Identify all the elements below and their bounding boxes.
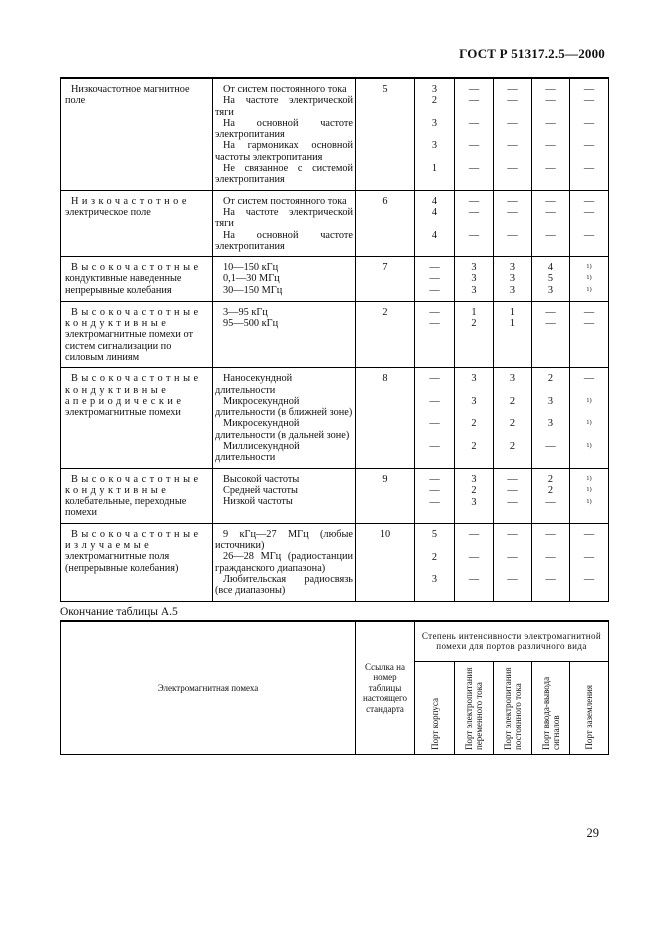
intensity-cell (455, 190, 494, 256)
intensity-value: — (545, 528, 556, 540)
source-text: На основной частоте электропитания (215, 117, 353, 141)
intensity-value: 2 (509, 396, 516, 408)
intensity-value: — (507, 484, 518, 496)
intensity-value: 2 (509, 418, 516, 430)
intensity-value: — (545, 195, 556, 207)
header-phenomenon: Электромагнитная помеха (61, 621, 356, 754)
phenomenon-text: излучаемые (65, 540, 153, 552)
table-row (61, 301, 609, 367)
intensity-value: 3 (471, 273, 477, 285)
intensity-value: — (545, 118, 556, 130)
intensity-value: — (545, 84, 556, 95)
intensity-value: 3 (431, 573, 438, 585)
reference-cell: 6 (356, 190, 415, 256)
intensity-value: — (583, 195, 595, 207)
source-cell (213, 257, 356, 302)
reference-cell: 8 (356, 368, 415, 468)
port-header-label: Порт корпуса (429, 697, 440, 750)
intensity-value: — (583, 163, 595, 175)
intensity-value: 3 (547, 418, 554, 430)
intensity-cell (455, 301, 494, 367)
port-header-cell (570, 661, 609, 754)
intensity-value: — (507, 528, 518, 540)
source-text: От систем постоянного тока (223, 84, 347, 95)
intensity-cell (494, 301, 532, 367)
phenomenon-text: кондуктивные (65, 384, 170, 396)
intensity-value: — (429, 373, 440, 385)
intensity-value: — (545, 551, 556, 563)
phenomenon-cell (61, 368, 213, 468)
source-cell (213, 468, 356, 523)
intensity-value: — (507, 140, 518, 152)
intensity-cell (494, 368, 532, 468)
intensity-value: — (429, 273, 440, 285)
port-header-cell (532, 661, 570, 754)
phenomenon-text: электрическое поле (65, 206, 151, 218)
intensity-value: 3 (509, 262, 516, 274)
intensity-value: 4 (431, 229, 438, 241)
intensity-value: — (507, 496, 518, 508)
source-text: Любительская радиосвязь (все диапазоны) (215, 573, 353, 597)
intensity-value: — (429, 418, 440, 430)
intensity-value: — (545, 441, 556, 453)
intensity-value: — (583, 229, 595, 241)
intensity-value: 3 (471, 473, 477, 485)
intensity-cell (494, 190, 532, 256)
phenomenon-text: Высокочастотные (71, 528, 202, 540)
table-row (61, 257, 609, 302)
intensity-value: 1 (431, 163, 438, 175)
intensity-value: 1 (471, 306, 477, 318)
intensity-value: 1) (586, 419, 592, 427)
intensity-value: 1) (586, 274, 592, 282)
phenomenon-text: Высокочастотные (71, 473, 202, 485)
source-text: 9 кГц—27 МГц (любые источники) (215, 528, 353, 552)
intensity-value: — (468, 528, 480, 540)
intensity-value: — (429, 262, 440, 274)
phenomenon-cell (61, 468, 213, 523)
intensity-value: 2 (509, 441, 516, 453)
source-text: Миллисекундной длительности (215, 441, 300, 464)
intensity-value: 1) (586, 442, 592, 450)
intensity-value: 3 (509, 373, 516, 385)
intensity-cell (532, 301, 570, 367)
intensity-value: 1 (509, 306, 516, 318)
intensity-value: — (507, 118, 518, 130)
phenomenon-text: Высокочастотные (71, 306, 202, 318)
intensity-value: — (583, 140, 595, 152)
intensity-cell (455, 468, 494, 523)
page-header: ГОСТ Р 51317.2.5—2000 (459, 46, 605, 61)
intensity-value: 1) (586, 485, 592, 493)
intensity-value: — (507, 206, 518, 218)
intensity-value: 1) (586, 286, 592, 294)
header-intensity: Степень интенсивности электромагнитной помехи для портов различного вида (415, 621, 609, 661)
port-header-cell (415, 661, 455, 754)
intensity-value: 2 (431, 551, 438, 563)
source-cell (213, 190, 356, 256)
intensity-value: — (583, 373, 595, 385)
intensity-value: — (468, 95, 480, 107)
intensity-value: 3 (471, 262, 477, 274)
intensity-cell (570, 523, 609, 601)
table-row (61, 368, 609, 468)
intensity-value: — (583, 306, 595, 318)
phenomenon-text: Низкочастотное (71, 195, 190, 207)
intensity-cell (415, 368, 455, 468)
phenomenon-cell (61, 78, 213, 190)
source-text: Высокой частоты (223, 473, 300, 485)
phenomenon-cell (61, 301, 213, 367)
header-reference: Ссылка на номер таблицы настоящего стандарта (356, 621, 415, 754)
phenomenon-text: силовым линиям (65, 351, 140, 363)
port-header-label: Порт заземления (584, 684, 594, 750)
phenomenon-cell (61, 257, 213, 302)
port-header-label: Порт ввода-вывода сигналов (540, 676, 561, 750)
table-row (61, 190, 609, 256)
intensity-cell (570, 257, 609, 302)
intensity-value: — (429, 441, 440, 453)
intensity-value: — (507, 551, 518, 563)
intensity-value: — (545, 140, 556, 152)
intensity-value: — (507, 84, 518, 95)
phenomenon-text: апериодические (65, 395, 185, 407)
source-text: Низкой частоты (223, 496, 293, 508)
phenomenon-text: Высокочастотные (71, 373, 202, 385)
intensity-value: — (468, 140, 480, 152)
intensity-value: — (507, 573, 518, 585)
source-text: От систем постоянного тока (223, 195, 347, 207)
intensity-value: 2 (547, 484, 554, 496)
source-text: 10—150 кГц (223, 262, 279, 274)
intensity-value: 2 (471, 484, 477, 496)
intensity-value: — (583, 84, 595, 95)
intensity-cell (570, 190, 609, 256)
intensity-value: — (583, 528, 595, 540)
intensity-value: 3 (547, 396, 554, 408)
intensity-value: — (507, 229, 518, 241)
intensity-value: 2 (471, 418, 477, 430)
intensity-value: 3 (431, 84, 438, 95)
intensity-value: — (429, 496, 440, 508)
source-text: На частоте электрической тяги (215, 206, 353, 230)
intensity-value: — (583, 206, 595, 218)
intensity-value: 3 (471, 496, 477, 508)
source-text: 3—95 кГц (223, 306, 268, 318)
port-header-label: Порт электропитания переменного тока (464, 667, 484, 750)
intensity-cell (532, 468, 570, 523)
phenomenon-cell (61, 190, 213, 256)
intensity-value: — (545, 573, 556, 585)
intensity-value: — (429, 484, 440, 496)
source-text: На гармониках основной частоты электропитания (215, 140, 353, 163)
source-text: На частоте электрической тяги (215, 95, 353, 118)
intensity-value: — (545, 95, 556, 107)
source-text: На основной частоте электропитания (215, 229, 353, 252)
intensity-cell (570, 368, 609, 468)
intensity-value: — (468, 551, 480, 563)
intensity-value: — (429, 306, 440, 318)
port-header-cell (494, 661, 532, 754)
intensity-value: — (545, 496, 556, 508)
intensity-value: 3 (471, 285, 477, 297)
intensity-cell (494, 257, 532, 302)
source-text: 26—28 МГц (радиостанции гражданского диапазона) (215, 551, 353, 574)
phenomenon-text: поле (65, 95, 86, 107)
intensity-value: — (468, 118, 480, 130)
intensity-cell (455, 368, 494, 468)
intensity-value: — (429, 396, 440, 408)
phenomenon-text: кондуктивные наведенные (65, 273, 182, 285)
page-number: 29 (586, 826, 599, 840)
reference-cell: 2 (356, 301, 415, 367)
intensity-cell (570, 468, 609, 523)
intensity-cell (532, 78, 570, 190)
intensity-value: 2 (547, 473, 554, 485)
source-text: Не связанное с системой электропитания (215, 163, 353, 186)
reference-cell: 5 (356, 78, 415, 190)
reference-cell: 9 (356, 468, 415, 523)
intensity-value: — (545, 306, 556, 318)
intensity-value: — (583, 551, 595, 563)
phenomenon-text: систем сигнализации по (65, 340, 172, 352)
intensity-cell (494, 468, 532, 523)
phenomenon-text: помехи (65, 507, 98, 519)
intensity-cell (532, 523, 570, 601)
intensity-value: — (468, 229, 480, 241)
intensity-value: — (507, 195, 518, 207)
phenomenon-text: Низкочастотное магнитное (71, 84, 190, 95)
intensity-value: 3 (471, 396, 477, 408)
intensity-cell (415, 190, 455, 256)
reference-cell: 7 (356, 257, 415, 302)
intensity-value: 1) (586, 263, 592, 271)
intensity-cell (455, 523, 494, 601)
intensity-value: 3 (547, 285, 554, 297)
intensity-cell (494, 78, 532, 190)
intensity-value: 3 (471, 373, 477, 385)
intensity-cell (532, 257, 570, 302)
phenomenon-text: электромагнитные помехи от (65, 329, 194, 341)
phenomenon-cell (61, 523, 213, 601)
intensity-value: 3 (431, 140, 438, 152)
intensity-value: 1 (509, 318, 516, 330)
intensity-value: 3 (509, 273, 516, 285)
source-text: Микросекундной длительности (в дальней зоне) (215, 418, 350, 441)
intensity-value: — (583, 573, 595, 585)
intensity-value: — (583, 318, 595, 330)
intensity-value: — (545, 318, 556, 330)
table-row (61, 78, 609, 190)
intensity-value: 4 (547, 262, 554, 274)
source-text: Наносекундной длительности (215, 373, 293, 396)
intensity-value: 1) (586, 397, 592, 405)
intensity-value: — (468, 573, 480, 585)
emi-table (60, 77, 609, 602)
intensity-value: — (468, 163, 480, 175)
phenomenon-text: колебательные, переходные (65, 496, 187, 508)
intensity-cell (415, 257, 455, 302)
intensity-value: — (507, 95, 518, 107)
port-header-cell (455, 661, 494, 754)
reference-cell: 10 (356, 523, 415, 601)
intensity-value: — (545, 206, 556, 218)
source-cell (213, 523, 356, 601)
table-row (61, 468, 609, 523)
intensity-value: 5 (547, 273, 554, 285)
continuation-header-table (60, 620, 609, 755)
phenomenon-text: электромагнитные поля (65, 551, 170, 563)
intensity-value: — (468, 195, 480, 207)
source-text: 30—150 МГц (223, 284, 283, 296)
table-caption: Окончание таблицы А.5 (60, 606, 178, 618)
intensity-value: 2 (431, 95, 438, 107)
port-header-label: Порт электропитания постоянного тока (502, 667, 523, 750)
intensity-value: 2 (471, 441, 477, 453)
intensity-value: — (545, 229, 556, 241)
intensity-value: — (507, 473, 518, 485)
intensity-cell (415, 301, 455, 367)
intensity-value: — (583, 118, 595, 130)
intensity-cell (455, 257, 494, 302)
phenomenon-text: электромагнитные помехи (65, 407, 181, 419)
intensity-value: 1) (586, 497, 592, 505)
intensity-value: 2 (547, 373, 554, 385)
intensity-value: — (429, 473, 440, 485)
intensity-cell (415, 523, 455, 601)
source-cell (213, 78, 356, 190)
intensity-value: 2 (471, 318, 477, 330)
intensity-cell (570, 301, 609, 367)
intensity-value: — (429, 285, 440, 297)
intensity-value: — (429, 318, 440, 330)
intensity-cell (494, 523, 532, 601)
phenomenon-text: (непрерывные колебания) (65, 562, 179, 574)
intensity-cell (532, 190, 570, 256)
source-cell (213, 368, 356, 468)
intensity-value: 5 (431, 528, 438, 540)
intensity-value: 3 (431, 118, 438, 130)
intensity-value: — (468, 206, 480, 218)
intensity-value: 4 (431, 195, 438, 207)
intensity-value: 3 (509, 285, 516, 297)
intensity-value: — (507, 163, 518, 175)
source-text: 0,1—30 МГц (223, 273, 280, 285)
intensity-value: — (545, 163, 556, 175)
intensity-cell (455, 78, 494, 190)
intensity-cell (415, 468, 455, 523)
source-cell (213, 301, 356, 367)
intensity-value: — (468, 84, 480, 95)
phenomenon-text: кондуктивные (65, 484, 170, 496)
intensity-value: — (583, 95, 595, 107)
intensity-cell (532, 368, 570, 468)
source-text: Микросекундной длительности (в ближней зоне) (215, 395, 353, 419)
intensity-cell (570, 78, 609, 190)
table-row (61, 523, 609, 601)
intensity-value: 4 (431, 206, 438, 218)
source-text: Средней частоты (223, 484, 298, 496)
source-text: 95—500 кГц (223, 318, 279, 330)
phenomenon-text: Высокочастотные (71, 262, 202, 274)
phenomenon-text: кондуктивные (65, 318, 170, 330)
intensity-cell (415, 78, 455, 190)
phenomenon-text: непрерывные колебания (65, 284, 172, 296)
intensity-value: 1) (586, 474, 592, 482)
